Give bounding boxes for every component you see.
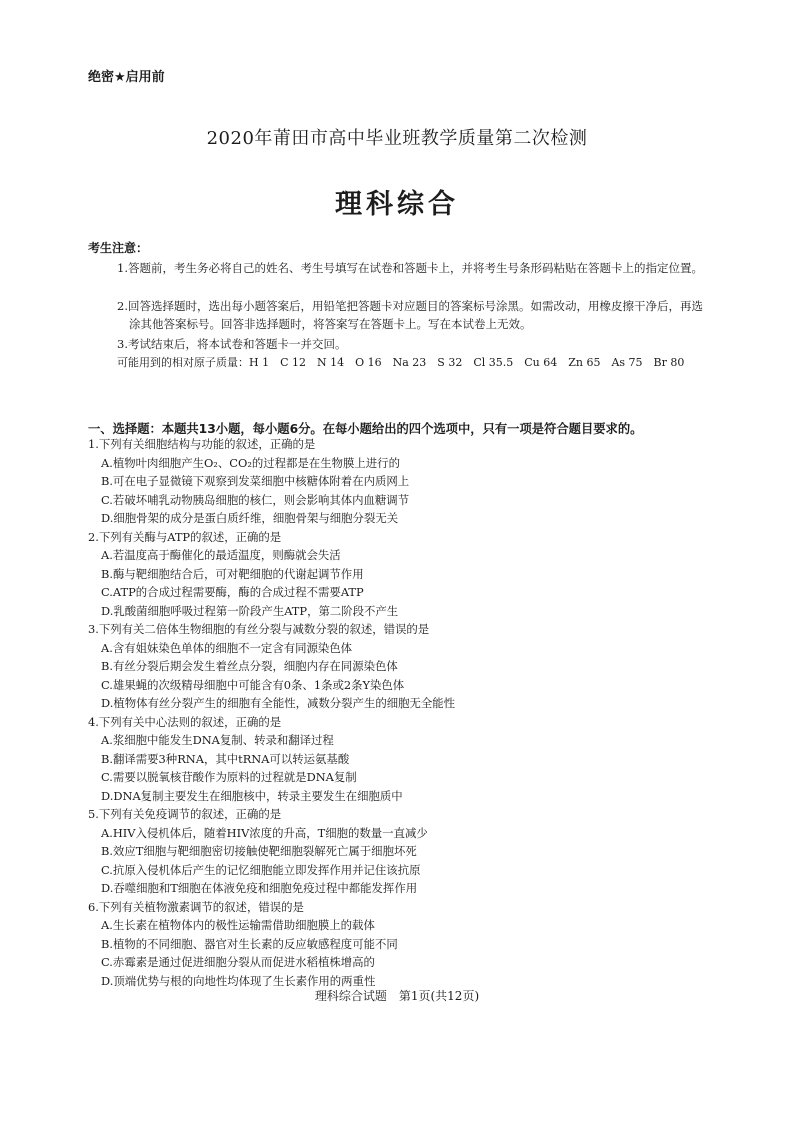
question-stem: 5.下列有关免疫调节的叙述，正确的是: [88, 807, 282, 821]
question-stem: 1.下列有关细胞结构与功能的叙述，正确的是: [88, 437, 316, 451]
option-a: A.生长素在植物体内的极性运输需借助细胞膜上的载体: [101, 918, 375, 932]
notice-heading: 考生注意：: [88, 241, 149, 255]
atomic-masses: 可能用到的相对原子质量：H 1 C 12 N 14 O 16 Na 23 S 32 Cl 35.5 Cu 64 Zn 65 As 75 Br 80: [117, 356, 685, 369]
option-b: B.翻译需要3种RNA，其中tRNA可以转运氨基酸: [101, 751, 350, 766]
question-2: [88, 528, 728, 621]
option-a: A.植物叶肉细胞产生O₂、CO₂的过程都是在生物膜上进行的: [101, 455, 400, 470]
notice-item-2: 2.回答选择题时，选出每小题答案后，用铅笔把答题卡对应题目的答案标号涂黑。如需改动，用橡皮擦干净后，再选涂其他答案标号。回答非选择题时，将答案写在答题卡上。写在本试卷上无效。: [117, 299, 703, 331]
question-stem: 6.下列有关植物激素调节的叙述，错误的是: [88, 899, 304, 914]
subject-title: 理科综合: [335, 189, 459, 220]
option-a: A.若温度高于酶催化的最适温度，则酶就会失活: [101, 548, 341, 562]
option-a: A.浆细胞中能发生DNA复制、转录和翻译过程: [101, 733, 334, 747]
option-b: B.酶与靶细胞结合后，可对靶细胞的代谢起调节作用: [101, 566, 364, 581]
option-d: D.植物体有丝分裂产生的细胞有全能性，减数分裂产生的细胞无全能性: [101, 696, 456, 710]
option-b: B.可在电子显微镜下观察到发菜细胞中核糖体附着在内质网上: [101, 474, 410, 488]
option-b: B.效应T细胞与靶细胞密切接触使靶细胞裂解死亡属于细胞坏死: [101, 844, 417, 858]
option-b: B.有丝分裂后期会发生着丝点分裂，细胞内存在同源染色体: [101, 659, 398, 673]
question-stem: 3.下列有关二倍体生物细胞的有丝分裂与减数分裂的叙述，错误的是: [88, 622, 430, 636]
option-c: C.雄果蝇的次级精母细胞中可能含有0条、1条或2条Y染色体: [101, 677, 405, 692]
question-stem: 2.下列有关酶与ATP的叙述，正确的是: [88, 529, 282, 544]
option-c: C.若破坏哺乳动物胰岛细胞的核仁，则会影响其体内血糖调节: [101, 492, 410, 507]
question-5: [88, 805, 728, 898]
option-a: A.HIV入侵机体后，随着HIV浓度的升高，T细胞的数量一直减少: [101, 825, 428, 840]
option-d: D.细胞骨架的成分是蛋白质纤维，细胞骨架与细胞分裂无关: [101, 511, 399, 525]
notice-item-1: 1.答题前，考生务必将自己的姓名、考生号填写在试卷和答题卡上，并将考生号条形码粘贴在答题卡上的指定位置。: [117, 261, 703, 275]
notice-item-3: 3.考试结束后，将本试卷和答题卡一并交回。: [117, 337, 347, 351]
question-4: [88, 713, 728, 806]
question-list: [88, 435, 728, 990]
question-stem: 4.下列有关中心法则的叙述，正确的是: [88, 714, 282, 729]
option-a: A.含有姐妹染色单体的细胞不一定含有同源染色体: [101, 640, 353, 655]
confidential-label: 绝密★启用前: [88, 70, 165, 85]
option-c: C.赤霉素是通过促进细胞分裂从而促进水稻植株增高的: [101, 955, 375, 969]
question-3: [88, 620, 728, 713]
question-6: [88, 898, 728, 991]
page-footer: 理科综合试题 第1页(共12页): [314, 989, 480, 1003]
option-d: D.乳酸菌细胞呼吸过程第一阶段产生ATP，第二阶段不产生: [101, 603, 399, 618]
option-b: B.植物的不同细胞、器官对生长素的反应敏感程度可能不同: [101, 936, 398, 951]
option-d: D.吞噬细胞和T细胞在体液免疫和细胞免疫过程中都能发挥作用: [101, 881, 418, 895]
option-d: D.DNA复制主要发生在细胞核中，转录主要发生在细胞质中: [101, 788, 403, 803]
option-c: C.需要以脱氧核苷酸作为原料的过程就是DNA复制: [101, 770, 357, 784]
question-1: [88, 435, 728, 528]
section-heading: 一、选择题：本题共13小题，每小题6分。在每小题给出的四个选项中，只有一项是符合题目要求的。: [88, 422, 643, 436]
option-c: C.抗原入侵机体后产生的记忆细胞能立即发挥作用并记住该抗原: [101, 862, 421, 877]
option-d: D.顶端优势与根的向地性均体现了生长素作用的两重性: [101, 973, 376, 988]
option-c: C.ATP的合成过程需要酶，酶的合成过程不需要ATP: [101, 585, 364, 599]
exam-title: 2020年莆田市高中毕业班教学质量第二次检测: [206, 128, 588, 149]
